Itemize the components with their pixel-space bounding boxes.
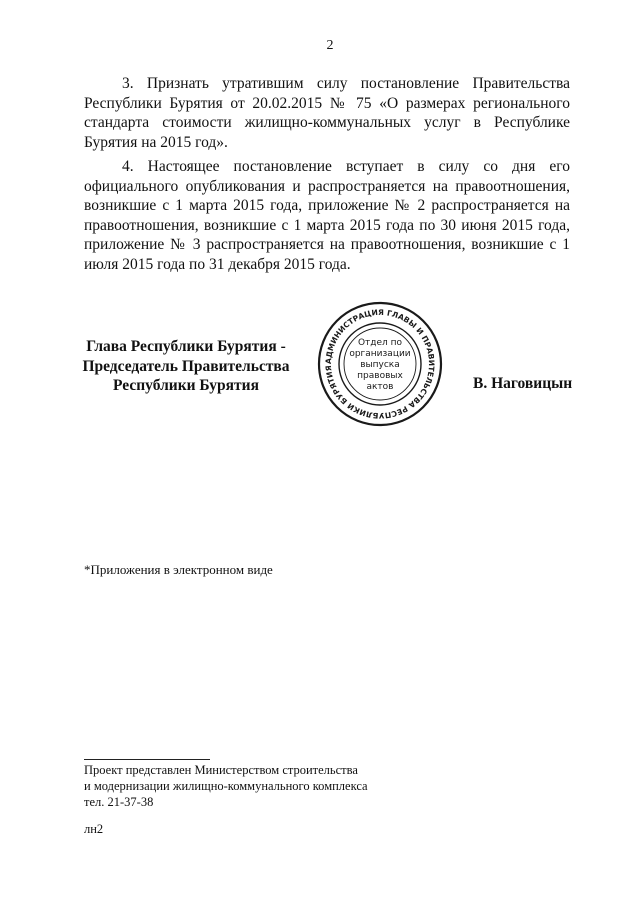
stamp-center-line: актов [366,382,394,392]
signer-title-line: Республики Бурятия [113,377,259,394]
paragraph-item-4: 4. Настоящее постановление вступает в силу со дня его официального опубликования и распространяется на правоотношения, возникшие с 1 марта 2015 года, приложение № 2 распространяется на правоотношения, возникшие с 1 марта 2015 года по 30 июня 2015 года, приложение № 3 распространяется на правоотношения, возникшие с 1 июля 2015 года по 31 декабря 2015 года. [84,158,570,273]
footer-line: Проект представлен Министерством строительства [84,763,358,777]
stamp-center-line: выпуска [360,360,400,370]
footer-line: тел. 21-37-38 [84,795,154,809]
attachments-note: *Приложения в электронном виде [84,562,273,577]
signer-title [82,337,290,396]
stamp-center-line: Отдел по [357,338,403,348]
footer-line: и модернизации жилищно-коммунального комплекса [84,779,368,793]
signer-title-line: Глава Республики Бурятия - [86,338,286,355]
page-number: 2 [326,38,334,53]
footer-block [84,762,368,810]
signer-name: В. Наговицын [473,375,573,392]
stamp-center-line: организации [349,349,411,359]
footer-divider [84,759,210,760]
document-code: лн2 [84,822,104,836]
paragraph-item-3: 3. Признать утратившим силу постановление Правительства Республики Бурятия от 20.02.2015 № 75 «О размерах регионального стандарта стоимости жилищно-коммунальных услуг в Республике Бурятия на 2015 год». [84,75,570,151]
stamp-ring-textpath: АДМИНИСТРАЦИЯ ГЛАВЫ И ПРАВИТЕЛЬСТВА РЕСПУБЛИКИ БУРЯТИЯ [323,307,437,421]
stamp-center-line: правовых [357,371,403,381]
official-stamp [316,300,444,428]
signer-title-line: Председатель Правительства [82,357,290,375]
